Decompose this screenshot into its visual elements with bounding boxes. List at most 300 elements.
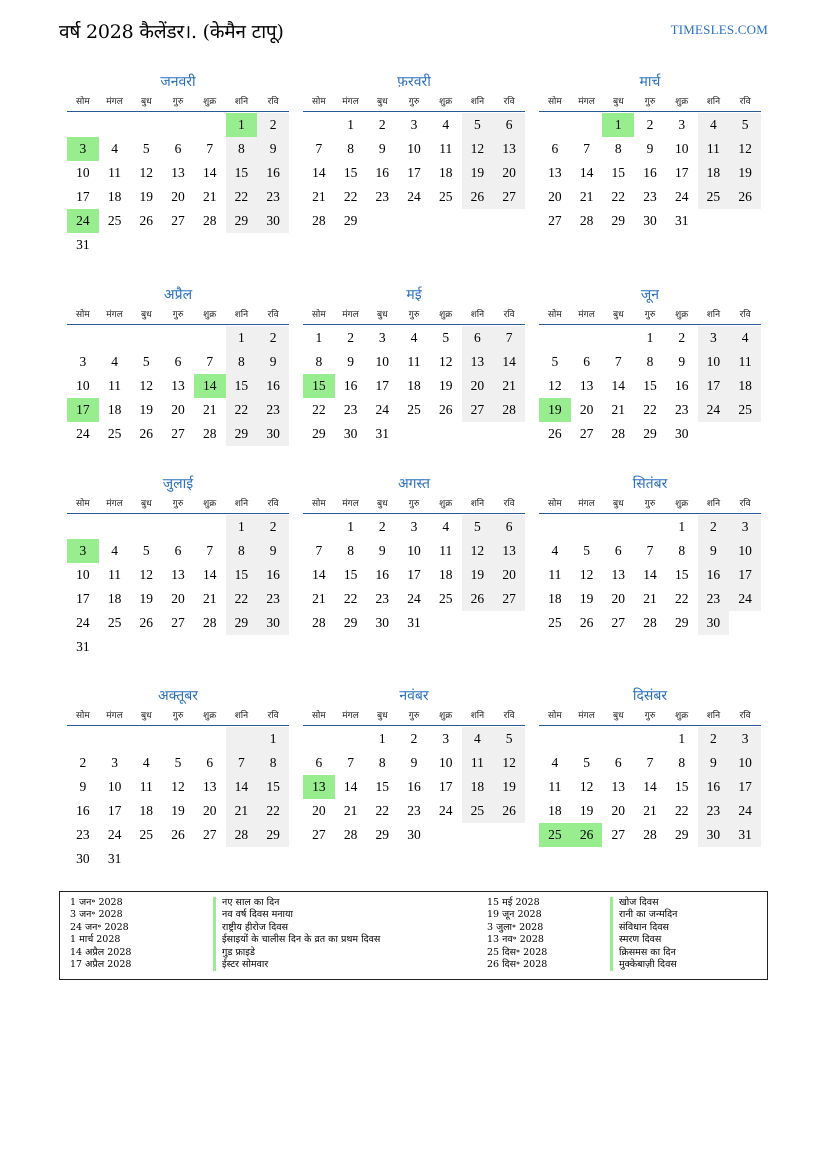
day-cell: 27 [462,398,494,422]
day-cell: 26 [548,426,562,441]
day-cell: 5 [583,543,590,558]
day-cell: 6 [493,113,525,137]
day-cell: 14 [643,567,657,582]
weekday-label: बुध [140,97,152,107]
weekday-label: बुध [612,310,624,320]
weekday-label: शुक्र [675,97,689,107]
day-cell: 6 [174,141,182,156]
legend-holiday-name: गुड फ्राइडे [213,947,380,959]
weekday-header [539,307,761,325]
day-cell: 11 [548,567,562,582]
weekday-label: रवि [267,97,279,107]
day-cell: 26 [139,213,154,228]
day-cell: 30 [257,209,289,233]
weekday-label: बुध [140,499,152,509]
day-cell: 23 [698,587,730,611]
weekday-label: गुरु [408,499,420,509]
weekday-label: सोम [547,310,562,320]
day-cell: 6 [315,755,323,770]
weekday-header [539,94,761,112]
empty-cell [539,113,571,137]
day-cell: 29 [674,827,689,842]
day-cell: 24 [698,398,730,422]
day-cell: 29 [611,213,626,228]
month-name: अक्तूबर [158,688,198,704]
day-cell: 17 [407,567,421,582]
day-cell: 5 [142,354,150,369]
month-name: जून [640,287,660,303]
weekday-label: शुक्र [439,97,453,107]
month-name: सितंबर [632,476,668,492]
day-cell: 13 [611,779,626,794]
day-grid [539,727,761,847]
holiday-cell: 1 [602,113,634,137]
day-cell: 10 [438,755,453,770]
day-cell: 13 [611,567,626,582]
day-cell: 8 [226,350,258,374]
legend-left-names [213,897,380,971]
day-cell: 26 [729,185,761,209]
day-cell: 22 [674,591,689,606]
day-cell: 18 [698,161,730,185]
empty-cell [539,326,571,350]
day-cell: 9 [257,137,289,161]
day-cell: 5 [174,755,182,770]
day-cell: 27 [202,827,217,842]
day-grid [539,113,761,233]
weekday-label: बुध [140,310,152,320]
empty-cell [602,515,634,539]
day-cell: 8 [378,755,386,770]
day-cell: 5 [142,543,150,558]
day-cell: 27 [171,426,185,441]
day-cell: 12 [139,378,154,393]
day-cell: 2 [698,727,730,751]
day-cell: 13 [493,539,525,563]
legend-holiday-name: संविधान दिवस [610,922,677,934]
month-block [67,70,289,257]
day-cell: 10 [729,751,761,775]
empty-cell [634,727,666,751]
day-cell: 10 [407,141,421,156]
weekday-label: मंगल [342,499,359,509]
day-cell: 21 [643,591,657,606]
day-cell: 19 [462,563,494,587]
day-cell: 22 [643,402,657,417]
day-cell: 23 [257,398,289,422]
day-cell: 12 [438,354,453,369]
day-cell: 14 [493,350,525,374]
day-cell: 9 [698,751,730,775]
day-cell: 6 [614,543,622,558]
day-cell: 15 [226,161,258,185]
day-cell: 24 [438,803,453,818]
weekday-label: बुध [612,499,624,509]
day-cell: 2 [257,515,289,539]
weekday-label: रवि [739,310,751,320]
day-cell: 3 [678,117,686,132]
day-cell: 13 [548,165,562,180]
day-cell: 18 [438,165,453,180]
day-cell: 11 [698,137,730,161]
day-cell: 21 [493,374,525,398]
day-cell: 29 [312,426,326,441]
day-cell: 26 [493,799,525,823]
empty-cell [130,326,162,350]
day-cell: 8 [226,539,258,563]
weekday-label: शुक्र [675,310,689,320]
day-cell: 5 [493,727,525,751]
day-cell: 29 [226,422,258,446]
month-name: अप्रैल [163,287,193,303]
day-cell: 10 [729,539,761,563]
day-cell: 7 [646,543,654,558]
day-cell: 11 [462,751,494,775]
day-cell: 27 [579,426,594,441]
day-cell: 26 [171,827,185,842]
day-cell: 22 [343,591,358,606]
day-cell: 16 [257,563,289,587]
empty-cell [226,727,258,751]
day-grid [539,515,761,635]
month-block [539,283,761,446]
empty-cell [571,515,603,539]
day-cell: 16 [407,779,421,794]
day-cell: 8 [347,141,354,156]
day-cell: 19 [729,161,761,185]
day-cell: 3 [698,326,730,350]
empty-cell [130,515,162,539]
day-cell: 24 [107,827,122,842]
legend-date: 24 जन॰ 2028 [70,921,129,933]
day-cell: 26 [139,615,154,630]
month-block [303,283,525,446]
weekday-label: मंगल [578,97,595,107]
day-grid [67,515,289,659]
weekday-label: बुध [376,711,388,721]
legend-date: 19 जून 2028 [487,909,542,921]
holiday-cell: 3 [67,539,99,563]
day-cell: 21 [202,591,217,606]
day-cell: 28 [202,615,217,630]
day-cell: 21 [312,189,326,204]
day-cell: 12 [139,567,154,582]
day-cell: 10 [107,779,122,794]
day-cell: 10 [698,350,730,374]
holiday-legend [59,891,768,980]
day-cell: 12 [493,751,525,775]
day-cell: 12 [171,779,185,794]
weekday-label: सोम [311,499,326,509]
empty-cell [99,326,131,350]
day-cell: 15 [343,165,358,180]
weekday-header [303,496,525,514]
day-cell: 14 [579,165,594,180]
day-cell: 15 [257,775,289,799]
weekday-label: गुरु [408,711,420,721]
day-cell: 9 [698,539,730,563]
day-grid [303,113,525,233]
day-cell: 20 [171,189,185,204]
day-cell: 6 [551,141,559,156]
day-cell: 1 [257,727,289,751]
empty-cell [162,727,194,751]
day-cell: 13 [171,567,185,582]
empty-cell [67,727,99,751]
weekday-label: शनि [470,711,485,721]
weekday-label: शुक्र [439,310,453,320]
day-cell: 21 [611,402,626,417]
day-cell: 25 [407,402,421,417]
day-cell: 24 [407,591,421,606]
weekday-label: सोम [547,97,562,107]
weekday-label: शुक्र [203,97,217,107]
day-cell: 12 [139,165,154,180]
empty-cell [194,727,226,751]
day-cell: 10 [407,543,421,558]
weekday-label: मंगल [342,97,359,107]
day-cell: 14 [226,775,258,799]
month-block [67,283,289,446]
day-cell: 7 [583,141,590,156]
day-cell: 8 [614,141,622,156]
day-grid [303,326,525,446]
holiday-cell: 13 [303,775,335,799]
month-block [303,684,525,847]
day-cell: 8 [678,755,686,770]
day-cell: 26 [462,185,494,209]
weekday-label: शनि [706,310,721,320]
weekday-label: मंगल [578,499,595,509]
day-cell: 6 [462,326,494,350]
day-cell: 19 [139,402,154,417]
weekday-label: गुरु [644,499,656,509]
day-cell: 17 [438,779,453,794]
day-cell: 14 [312,567,326,582]
empty-cell [602,727,634,751]
weekday-label: शनि [470,97,485,107]
day-cell: 22 [226,587,258,611]
day-cell: 15 [226,374,258,398]
day-cell: 19 [139,189,154,204]
day-cell: 21 [202,402,217,417]
day-cell: 31 [674,213,689,228]
day-cell: 12 [579,567,594,582]
day-cell: 30 [257,611,289,635]
day-cell: 23 [257,185,289,209]
day-cell: 29 [643,426,657,441]
day-cell: 1 [646,330,654,345]
weekday-label: गुरु [408,310,420,320]
day-cell: 16 [643,165,657,180]
day-cell: 25 [698,185,730,209]
day-cell: 1 [678,519,686,534]
day-cell: 17 [729,563,761,587]
day-cell: 20 [202,803,217,818]
day-cell: 23 [407,803,421,818]
empty-cell [194,113,226,137]
empty-cell [130,727,162,751]
day-cell: 30 [698,823,730,847]
day-cell: 20 [493,563,525,587]
weekday-label: मंगल [342,310,359,320]
weekday-label: बुध [140,711,152,721]
day-cell: 10 [76,378,90,393]
day-cell: 5 [462,113,494,137]
day-cell: 25 [107,426,122,441]
day-cell: 8 [315,354,323,369]
weekday-header [67,496,289,514]
day-cell: 8 [678,543,686,558]
empty-cell [634,515,666,539]
day-cell: 4 [111,543,118,558]
weekday-header [303,94,525,112]
weekday-label: रवि [267,310,279,320]
empty-cell [539,515,571,539]
day-cell: 16 [375,165,390,180]
month-block [303,472,525,635]
weekday-label: रवि [503,97,515,107]
weekday-label: सोम [311,711,326,721]
legend-holiday-name: क्रिसमस का दिन [610,947,677,959]
site-link[interactable]: TIMESLES.COM [670,22,768,37]
day-cell: 27 [548,213,562,228]
day-cell: 13 [171,378,185,393]
holiday-cell: 26 [571,823,603,847]
empty-cell [67,515,99,539]
day-cell: 5 [142,141,150,156]
legend-date: 17 अप्रैल 2028 [70,958,132,970]
weekday-label: सोम [311,97,326,107]
day-cell: 28 [202,426,217,441]
weekday-header [539,496,761,514]
day-cell: 21 [312,591,326,606]
legend-date: 25 दिस॰ 2028 [487,946,548,958]
day-cell: 2 [410,731,418,746]
day-cell: 15 [674,567,689,582]
empty-cell [303,113,335,137]
weekday-label: बुध [612,711,624,721]
day-cell: 29 [343,213,358,228]
day-cell: 19 [171,803,185,818]
weekday-label: शुक्र [203,310,217,320]
weekday-header [67,94,289,112]
weekday-label: सोम [75,711,90,721]
day-cell: 27 [171,213,185,228]
weekday-label: शुक्र [439,499,453,509]
day-cell: 30 [698,611,730,635]
day-cell: 18 [462,775,494,799]
day-cell: 24 [729,799,761,823]
day-cell: 3 [442,731,450,746]
empty-cell [571,113,603,137]
day-cell: 11 [548,779,562,794]
day-cell: 19 [493,775,525,799]
day-cell: 6 [206,755,214,770]
day-cell: 5 [442,330,450,345]
day-cell: 25 [139,827,154,842]
weekday-label: सोम [547,499,562,509]
day-cell: 5 [462,515,494,539]
weekday-label: गुरु [644,310,656,320]
day-cell: 2 [378,117,386,132]
day-cell: 10 [674,141,689,156]
day-cell: 11 [407,354,421,369]
weekday-label: शुक्र [675,499,689,509]
day-cell: 22 [375,803,390,818]
weekday-label: रवि [739,97,751,107]
day-cell: 12 [579,779,594,794]
day-cell: 28 [312,615,326,630]
day-cell: 11 [108,378,122,393]
day-cell: 30 [643,213,657,228]
day-cell: 18 [107,189,122,204]
day-cell: 30 [76,851,90,866]
empty-cell [303,515,335,539]
weekday-label: मंगल [578,310,595,320]
day-cell: 11 [139,779,153,794]
day-cell: 10 [76,567,90,582]
empty-cell [130,113,162,137]
day-cell: 27 [493,587,525,611]
day-cell: 6 [174,354,182,369]
day-cell: 23 [257,587,289,611]
day-cell: 7 [315,543,323,558]
day-cell: 14 [343,779,358,794]
day-cell: 23 [375,189,390,204]
day-cell: 13 [579,378,594,393]
day-cell: 30 [375,615,390,630]
legend-right-dates [487,897,547,971]
page-title: वर्ष 2028 कैलेंडर।. (केमैन टापू) [59,21,284,43]
day-cell: 19 [438,378,453,393]
weekday-label: मंगल [578,711,595,721]
day-cell: 7 [614,354,622,369]
day-cell: 12 [729,137,761,161]
day-cell: 9 [257,350,289,374]
weekday-label: गुरु [172,97,184,107]
day-cell: 15 [343,567,358,582]
day-cell: 22 [312,402,326,417]
day-cell: 16 [698,563,730,587]
day-cell: 3 [410,519,418,534]
weekday-header [303,708,525,726]
day-cell: 9 [378,141,386,156]
day-cell: 1 [226,326,258,350]
day-grid [539,326,761,446]
holiday-cell: 25 [539,823,571,847]
empty-cell [67,326,99,350]
day-cell: 24 [407,189,421,204]
day-cell: 17 [407,165,421,180]
day-cell: 22 [611,189,626,204]
day-cell: 28 [493,398,525,422]
weekday-label: शनि [234,310,249,320]
day-cell: 27 [611,827,626,842]
day-cell: 20 [611,803,626,818]
weekday-header [67,307,289,325]
legend-holiday-name: ईसाइयों के चालीस दिन के व्रत का प्रथम दिवस [213,934,380,946]
day-cell: 18 [548,803,562,818]
day-cell: 28 [643,827,657,842]
legend-holiday-name: रानी का जन्मदिन [610,909,677,921]
day-cell: 2 [646,117,654,132]
empty-cell [162,326,194,350]
day-cell: 12 [462,539,494,563]
day-cell: 30 [343,426,358,441]
weekday-label: गुरु [644,97,656,107]
legend-date: 15 मई 2028 [487,897,540,908]
